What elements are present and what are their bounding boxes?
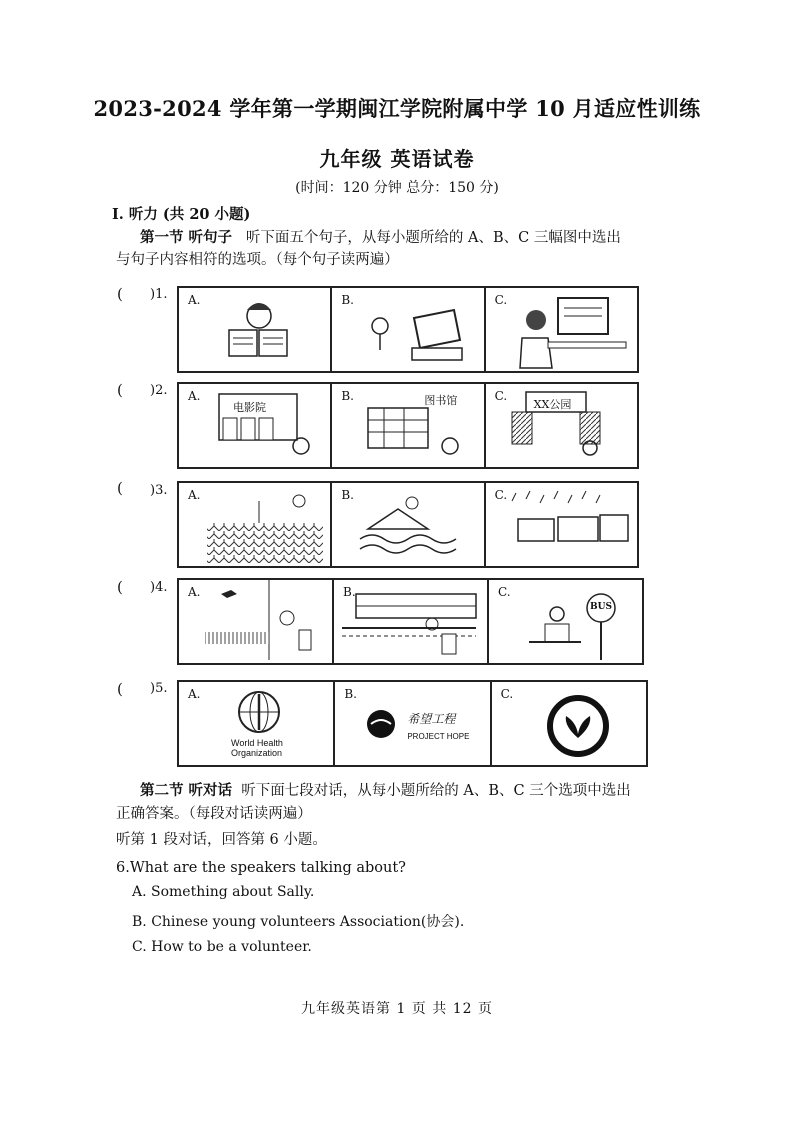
- option-label: B.: [341, 293, 354, 307]
- question-number: )5.: [150, 681, 168, 696]
- answer-paren: (: [117, 479, 123, 497]
- option-c-cell[interactable]: [487, 580, 642, 663]
- part1-instruction-line2: 与句子内容相符的选项。（每个句子读两遍）: [116, 252, 399, 268]
- bus-sign-text: BUS: [590, 602, 612, 612]
- bus-stop-image: [489, 580, 639, 665]
- exam-subtitle: 九年级 英语试卷: [319, 147, 475, 171]
- cinema-building-image: [179, 384, 329, 469]
- part2-instruction-line1: [140, 780, 631, 802]
- building-sign: XX公园: [533, 398, 572, 411]
- building-sign: 电影院: [233, 401, 266, 414]
- question-number: )2.: [150, 383, 168, 398]
- option-label: B.: [341, 389, 354, 403]
- dialogue-intro: 听第 1 段对话，回答第 6 小题。: [116, 832, 327, 848]
- option-c-cell[interactable]: [484, 483, 637, 566]
- question-1-images: [177, 286, 639, 373]
- who-logo-text: World Health Organization: [231, 738, 283, 758]
- library-building-image: [332, 384, 482, 469]
- part1-title: 第一节 听句子: [140, 229, 233, 246]
- option-c-cell[interactable]: [484, 288, 637, 371]
- person-at-computer-image: [486, 288, 636, 373]
- option-b-cell[interactable]: [330, 483, 483, 566]
- option-b-cell[interactable]: [333, 682, 489, 765]
- answer-paren: (: [117, 381, 123, 399]
- drought-cracked-earth-image: [179, 483, 329, 568]
- option-label: A.: [188, 389, 201, 403]
- question-5-images: [177, 680, 648, 767]
- answer-paren: (: [117, 578, 123, 596]
- question-6-option-c[interactable]: C. How to be a volunteer.: [132, 939, 312, 955]
- part1-instruction-line1: [140, 227, 621, 249]
- part2-instruction-line2: 正确答案。（每段对话读两遍）: [116, 806, 312, 822]
- option-a-cell[interactable]: [179, 682, 333, 765]
- question-6-option-b[interactable]: B. Chinese young volunteers Association(协会).: [132, 914, 465, 930]
- part2-instruction: 听下面七段对话，从每小题所给的 A、B、C 三个选项中选出: [241, 783, 631, 799]
- option-label: A.: [188, 585, 201, 599]
- building-sign: 图书馆: [424, 394, 458, 407]
- flood-house-image: [332, 483, 482, 568]
- rain-traffic-image: [486, 483, 636, 568]
- question-6-option-a[interactable]: A. Something about Sally.: [132, 884, 315, 900]
- question-3-images: [177, 481, 639, 568]
- option-a-cell[interactable]: [179, 384, 330, 467]
- question-4-images: [177, 578, 644, 665]
- airport-person-luggage-image: [179, 580, 329, 665]
- option-label: C.: [494, 293, 508, 307]
- option-label: C.: [494, 389, 508, 403]
- part1-instruction: 听下面五个句子，从每小题所给的 A、B、C 三幅图中选出: [245, 230, 621, 246]
- answer-paren: (: [117, 285, 123, 303]
- answer-paren: (: [117, 680, 123, 698]
- option-label: B.: [341, 488, 354, 502]
- girl-reading-newspaper-image: [179, 288, 329, 373]
- question-number: )3.: [150, 483, 168, 498]
- question-number: )4.: [150, 580, 168, 595]
- option-b-cell[interactable]: [330, 384, 483, 467]
- train-station-image: [334, 580, 484, 665]
- child-watching-tv-image: [332, 288, 482, 373]
- section-heading: I. 听力 (共 20 小题): [112, 206, 251, 223]
- option-a-cell[interactable]: [179, 483, 330, 566]
- part2-title: 第二节 听对话: [140, 782, 233, 799]
- option-label: A.: [188, 488, 201, 502]
- option-b-cell[interactable]: [330, 288, 483, 371]
- option-c-cell[interactable]: [484, 384, 637, 467]
- option-a-cell[interactable]: [179, 580, 332, 663]
- project-hope-text: PROJECT HOPE: [407, 732, 470, 741]
- exam-info: (时间：120 分钟 总分：150 分): [295, 180, 499, 196]
- question-6-stem: 6.What are the speakers talking about?: [116, 860, 406, 876]
- project-hope-chinese: 希望工程: [407, 712, 456, 726]
- option-label: C.: [500, 687, 514, 701]
- option-c-cell[interactable]: [490, 682, 646, 765]
- option-label: B.: [344, 687, 357, 701]
- option-label: A.: [188, 293, 201, 307]
- option-label: A.: [188, 687, 201, 701]
- environmental-logo-image: [492, 682, 649, 767]
- option-label: C.: [494, 488, 508, 502]
- option-label: B.: [343, 585, 356, 599]
- option-b-cell[interactable]: [332, 580, 487, 663]
- question-2-images: [177, 382, 639, 469]
- exam-title: 2023-2024 学年第一学期闽江学院附属中学 10 月适应性训练: [93, 96, 701, 121]
- page-footer: 九年级英语第 1 页 共 12 页: [301, 1001, 493, 1017]
- question-number: )1.: [150, 287, 168, 302]
- option-a-cell[interactable]: [179, 288, 330, 371]
- option-label: C.: [498, 585, 511, 599]
